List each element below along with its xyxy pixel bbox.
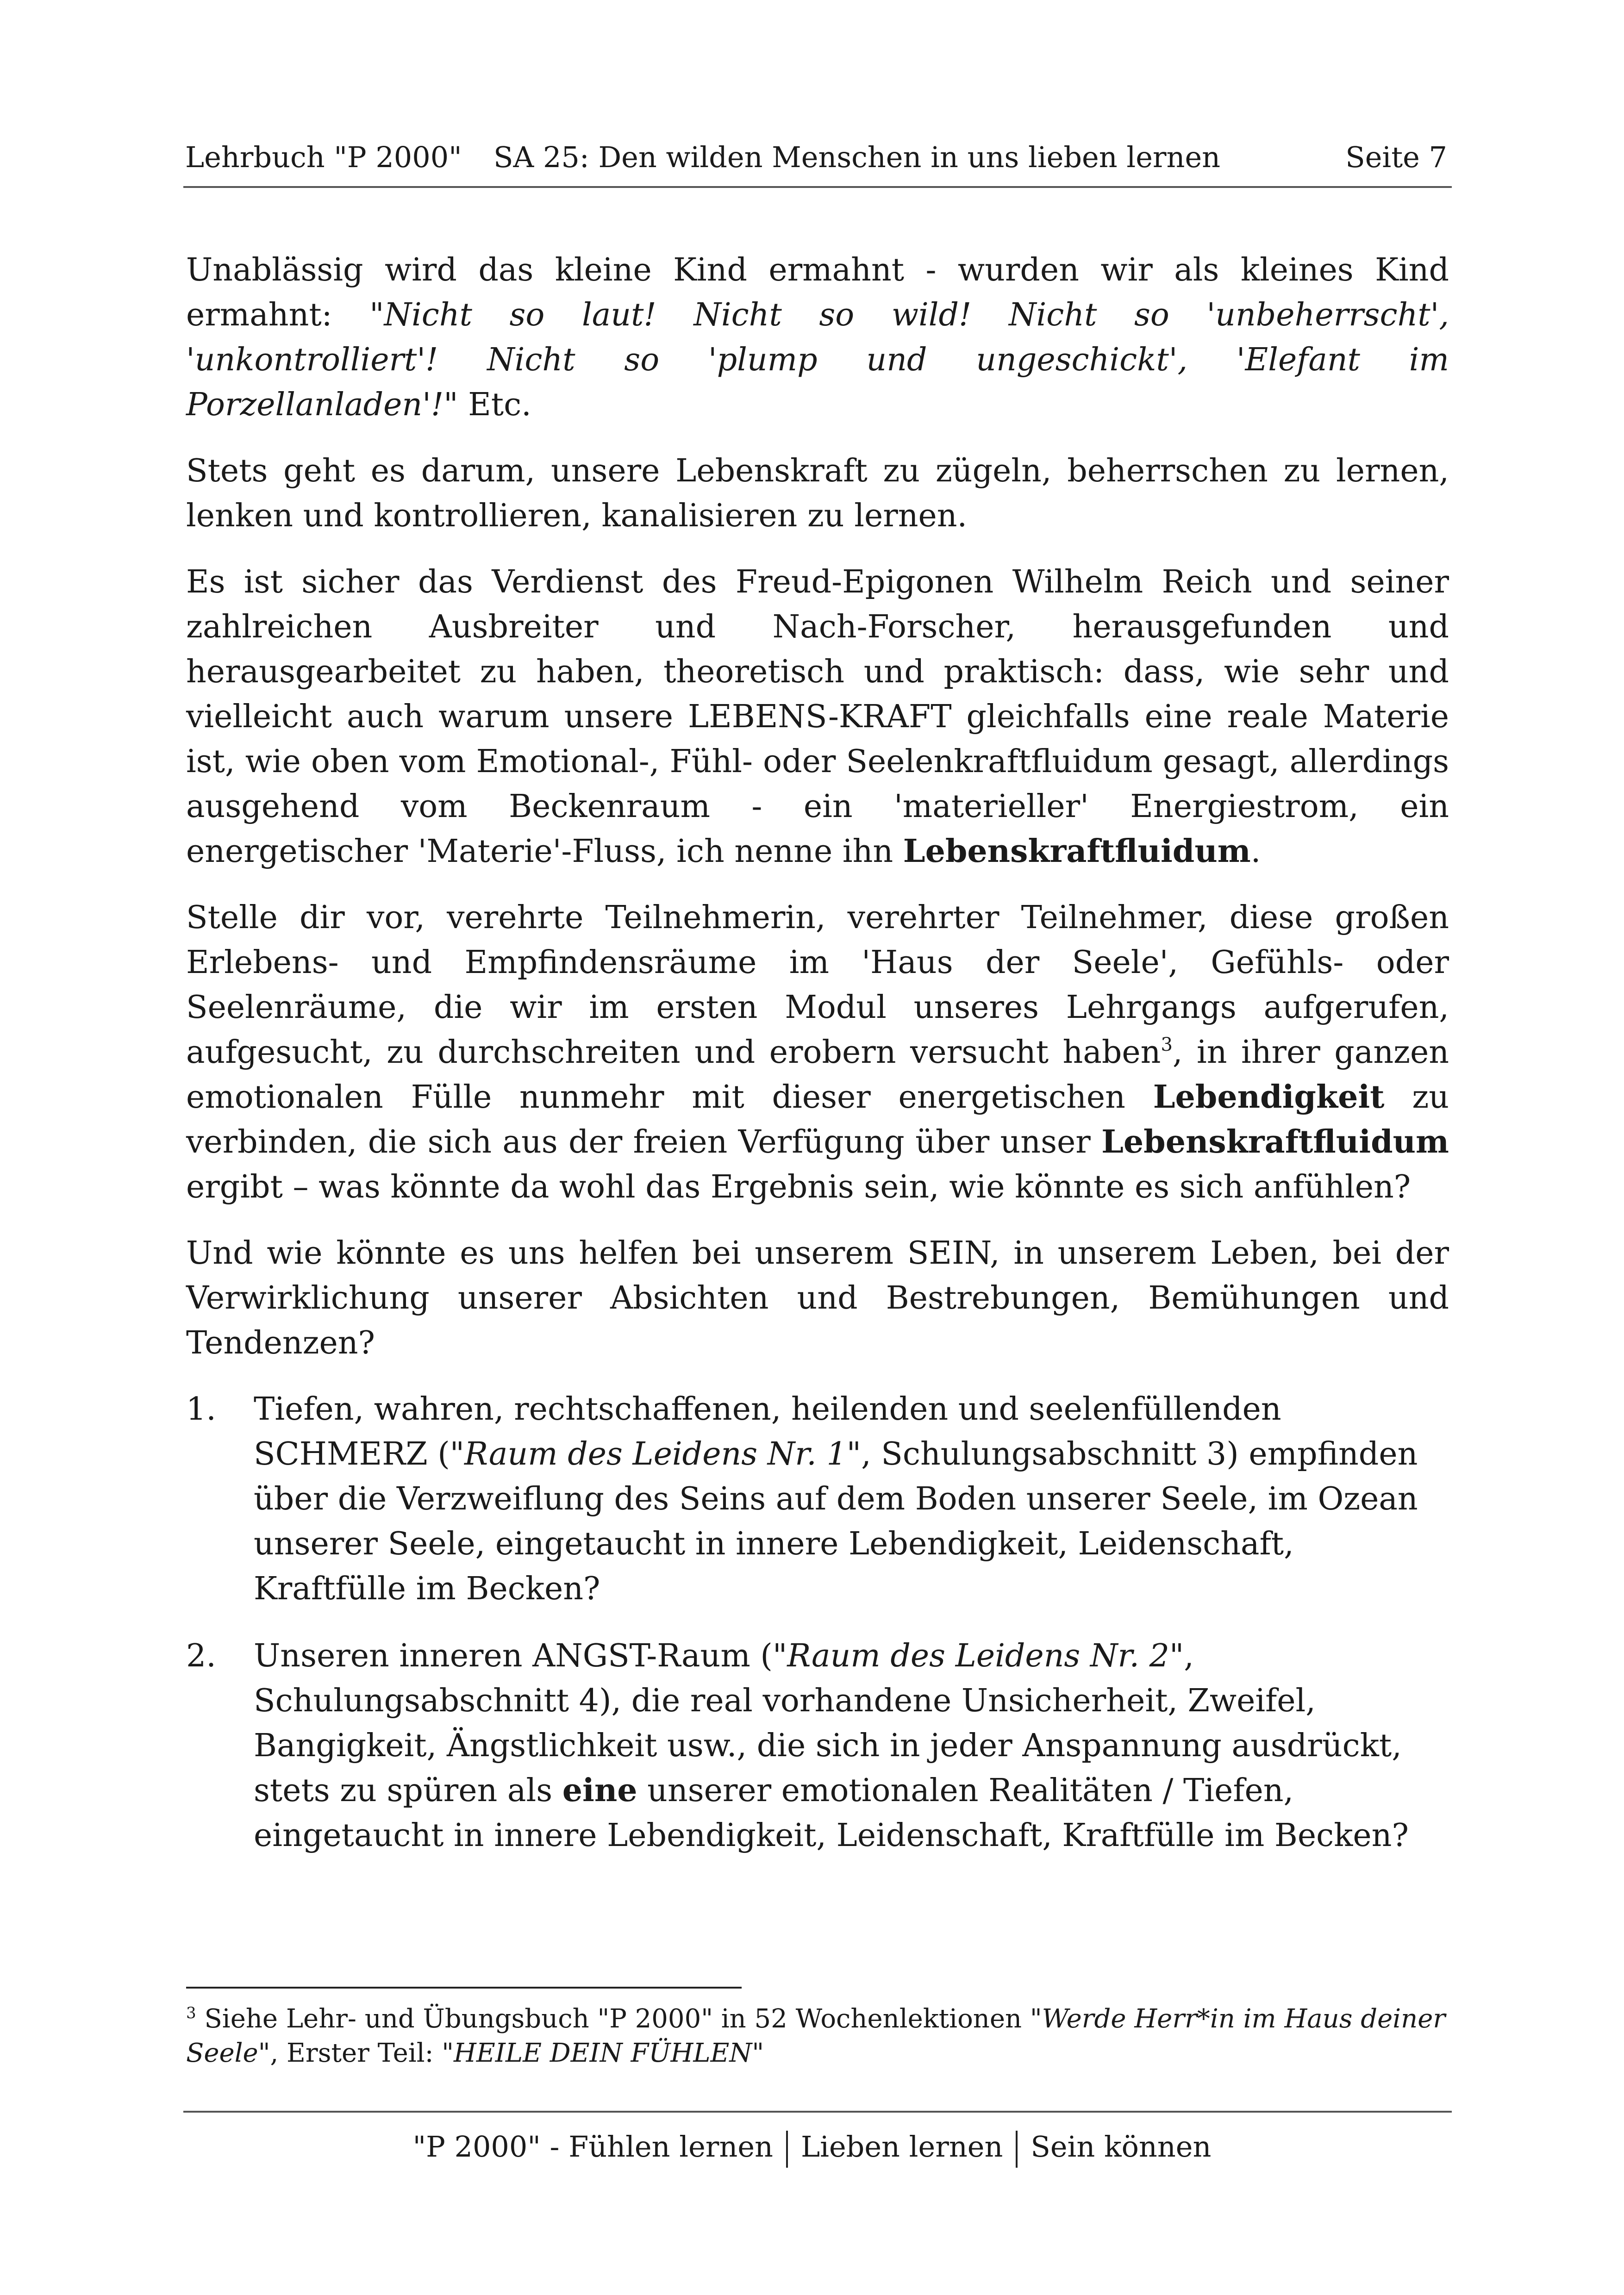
footnote-mark: 3: [186, 2004, 196, 2022]
footnote-italic-title: "Werde Herr*in im Haus deiner Seele": [186, 2004, 1446, 2068]
paragraph-4-text-a: Stelle dir vor, verehrte Teilnehmerin, verehrter Teilnehmer, diese großen Erlebens- und Empfindensräume im 'Haus der Seele', Gefühls- oder Seelenräume, die wir im ersten Modul unseres Lehrgangs aufgerufen, aufgesucht, zu durchschreiten und erobern versucht haben: [186, 899, 1449, 1071]
footer-separator: [1016, 2131, 1018, 2168]
paragraph-3-bold: Lebenskraftfluidum: [903, 833, 1251, 870]
paragraph-4: [186, 895, 1449, 1210]
footnote-text-mid: , Erster Teil:: [270, 2038, 442, 2068]
paragraph-1-text: Unablässig wird das kleine Kind ermahnt - wurden wir als kleines Kind ermahnt:: [186, 252, 1449, 333]
list-item-number: 1.: [186, 1391, 216, 1428]
list-item-text: Tiefen, wahren, rechtschaffenen, heilenden und seelenfüllenden SCHMERZ (: [254, 1391, 1281, 1472]
footnote-divider: [186, 1987, 742, 1989]
footnote-italic-part: "HEILE DEIN FÜHLEN": [442, 2038, 764, 2068]
paragraph-4-text-b: , in ihrer ganzen emotionalen Fülle nunmehr mit dieser energetischen: [186, 1034, 1449, 1116]
paragraph-3-end: .: [1250, 833, 1261, 870]
list-item-number: 2.: [186, 1638, 216, 1674]
page-footer: [0, 2128, 1624, 2168]
header-book-title: Lehrbuch "P 2000": [185, 140, 462, 174]
paragraph-1: [186, 248, 1449, 427]
list-item-bold: eine: [562, 1772, 637, 1809]
footnote: [186, 2002, 1449, 2070]
list-item: [186, 1634, 1449, 1858]
list-item-italic: "Raum des Leidens Nr. 1": [450, 1436, 862, 1472]
page-header: [183, 134, 1452, 188]
paragraph-4-bold-2: Lebenskraftfluidum: [1101, 1123, 1449, 1160]
paragraph-4-text-c: zu verbinden, die sich aus der freien Verfügung über unser: [186, 1079, 1449, 1160]
header-section-title: SA 25: Den wilden Menschen in uns lieben lernen: [493, 140, 1221, 174]
footnote-text: Siehe Lehr- und Übungsbuch "P 2000" in 52 Wochenlektionen: [196, 2004, 1030, 2034]
paragraph-3-text: Es ist sicher das Verdienst des Freud-Epigonen Wilhelm Reich und seiner zahlreichen Ausbreiter und Nach-Forscher, herausgefunden und herausgearbeitet zu haben, theoretisch und praktisch: dass, wie sehr und vielleicht auch warum unsere LEBENS-KRAFT gleichfalls eine reale Materie ist, wie oben vom Emotional-, Fühl- oder Seelenkraftfluidum gesagt, allerdings ausgehend vom Beckenraum - ein 'materieller' Energiestrom, ein energetischer 'Materie'-Fluss, ich nenne ihn: [186, 564, 1449, 870]
list-item-italic: "Raum des Leidens Nr. 2": [772, 1638, 1184, 1674]
footer-part-2: Lieben lernen: [800, 2130, 1003, 2164]
footer-part-1: "P 2000" - Fühlen lernen: [412, 2130, 773, 2164]
paragraph-4-text-d: ergibt – was könnte da wohl das Ergebnis sein, wie könnte es sich anfühlen?: [186, 1169, 1411, 1205]
list-item-text: Unseren inneren ANGST-Raum (: [254, 1638, 773, 1674]
list-item-text-mid: , Schulungsabschnitt 4), die real vorhandene Unsicherheit, Zweifel, Bangigkeit, Ängstlichkeit usw., die sich in jeder Anspannung ausdrückt, stets zu spüren als: [254, 1638, 1402, 1809]
footer-separator: [786, 2131, 788, 2168]
list-item-text-end: unserer emotionalen Realitäten / Tiefen, eingetaucht in innere Lebendigkeit, Leidenschaft, Kraftfülle im Becken?: [254, 1772, 1409, 1854]
paragraph-5: Und wie könnte es uns helfen bei unserem SEIN, in unserem Leben, bei der Verwirklichung unserer Absichten und Bestrebungen, Bemühungen und Tendenzen?: [186, 1235, 1449, 1361]
list-item-text-end: , Schulungsabschnitt 3) empfinden über die Verzweiflung des Seins auf dem Boden unserer Seele, im Ozean unserer Seele, eingetaucht in innere Lebendigkeit, Leidenschaft, Kraftfülle im Becken?: [254, 1436, 1418, 1607]
paragraph-1-end: Etc.: [458, 387, 531, 423]
paragraph-2: Stets geht es darum, unsere Lebenskraft zu zügeln, beherrschen zu lernen, lenken und kontrollieren, kanalisieren zu lernen.: [186, 453, 1449, 534]
paragraph-3: [186, 560, 1449, 874]
header-page-number: Seite 7: [1345, 140, 1447, 174]
footer-divider: [183, 2111, 1452, 2113]
paragraph-1-quote: "Nicht so laut! Nicht so wild! Nicht so 'unbeherrscht', 'unkontrolliert'! Nicht so 'plump und ungeschickt', 'Elefant im Porzellanladen'!": [186, 297, 1449, 423]
main-text: [186, 248, 1449, 1880]
footnote-reference[interactable]: 3: [1161, 1034, 1173, 1055]
footer-part-3: Sein können: [1031, 2130, 1212, 2164]
paragraph-4-bold-1: Lebendigkeit: [1153, 1079, 1385, 1116]
list-item: [186, 1387, 1449, 1611]
numbered-list: [186, 1387, 1449, 1858]
